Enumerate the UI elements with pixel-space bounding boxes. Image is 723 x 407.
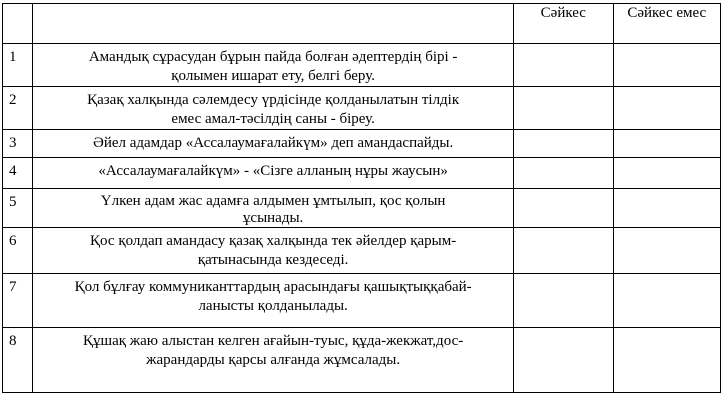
statement-line: Құшақ жаю алыстан келген ағайын-туыс, құда-жекжат,дос- — [83, 333, 464, 349]
match-answer-cell[interactable] — [514, 328, 613, 393]
table-row — [3, 44, 721, 87]
table-row — [3, 158, 721, 189]
match-answer-cell[interactable] — [514, 228, 613, 274]
match-answer-cell[interactable] — [514, 189, 613, 228]
statement-line: қолымен ишарат ету, белгі беру. — [171, 68, 375, 84]
nomatch-answer-cell[interactable] — [613, 158, 720, 189]
row-number: 4 — [3, 158, 33, 189]
statement-text — [33, 328, 513, 370]
row-number: 7 — [3, 274, 33, 328]
match-answer-cell[interactable] — [514, 158, 613, 189]
statement-line: «Ассалаумағалайкүм» - «Сізге алланың нұры жаусын» — [98, 163, 448, 179]
table-row — [3, 130, 721, 158]
row-number: 6 — [3, 228, 33, 274]
statement-line: емес амал-тәсілдің саны - біреу. — [171, 111, 375, 127]
statement-text — [33, 228, 513, 270]
statement-line: жарандарды қарсы алғанда жұмсалады. — [146, 352, 401, 368]
match-answer-cell[interactable] — [514, 274, 613, 328]
statement-text — [33, 44, 513, 86]
statement-line: Амандық сұрасудан бұрын пайда болған әдептердің бірі - — [88, 49, 458, 65]
row-number: 8 — [3, 328, 33, 393]
statement-line: Қол бұлғау коммуниканттардың арасындағы қашықтыққабай- — [74, 279, 472, 295]
table-row — [3, 274, 721, 328]
statement-text — [33, 158, 513, 181]
nomatch-answer-cell[interactable] — [613, 44, 720, 87]
table-row — [3, 328, 721, 393]
statement-cell — [33, 328, 514, 393]
header-nomatch-cell: Сәйкес емес — [613, 4, 720, 44]
statement-line: Қос қолдап амандасу қазақ халқында тек әйелдер қарым- — [90, 233, 457, 249]
row-number: 5 — [3, 189, 33, 228]
statement-cell — [33, 44, 514, 87]
header-statement-cell — [33, 4, 514, 44]
nomatch-answer-cell[interactable] — [613, 274, 720, 328]
row-number: 3 — [3, 130, 33, 158]
statement-cell — [33, 228, 514, 274]
statement-cell — [33, 130, 514, 158]
statement-text — [33, 274, 513, 316]
true-false-table — [2, 3, 721, 393]
match-answer-cell[interactable] — [514, 87, 613, 130]
statement-text — [33, 189, 513, 227]
header-row — [3, 4, 721, 44]
statement-text — [33, 87, 513, 129]
statement-cell — [33, 158, 514, 189]
match-answer-cell[interactable] — [514, 130, 613, 158]
statement-cell — [33, 87, 514, 130]
nomatch-answer-cell[interactable] — [613, 189, 720, 228]
statement-line: қатынасында кездеседі. — [197, 252, 349, 268]
statement-text — [33, 130, 513, 153]
row-number: 2 — [3, 87, 33, 130]
statement-cell — [33, 189, 514, 228]
statement-line: Әйел адамдар «Ассалаумағалайкүм» деп амандаспайды. — [92, 135, 454, 151]
statement-cell — [33, 274, 514, 328]
row-number: 1 — [3, 44, 33, 87]
nomatch-answer-cell[interactable] — [613, 328, 720, 393]
nomatch-answer-cell[interactable] — [613, 87, 720, 130]
match-answer-cell[interactable] — [514, 44, 613, 87]
table-row — [3, 87, 721, 130]
statement-line: Қазақ халқында сәлемдесу үрдісінде қолданылатын тілдік — [87, 92, 460, 108]
statement-line: Үлкен адам жас адамға алдымен ұмтылып, қос қолын — [100, 193, 446, 209]
table-row — [3, 189, 721, 228]
nomatch-answer-cell[interactable] — [613, 130, 720, 158]
statement-line: ланысты қолданылады. — [198, 298, 348, 314]
header-num-cell — [3, 4, 33, 44]
table-row — [3, 228, 721, 274]
header-match-cell: Сәйкес — [514, 4, 613, 44]
nomatch-answer-cell[interactable] — [613, 228, 720, 274]
statement-line: ұсынады. — [242, 210, 304, 226]
